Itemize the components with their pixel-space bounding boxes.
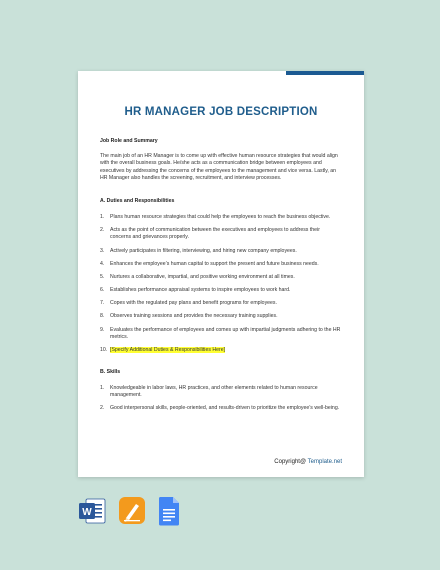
list-item-duty-6 <box>100 287 342 295</box>
list-number: 9. <box>100 326 105 333</box>
list-text: Enhances the employee’s human capital to support the present and future business needs. <box>110 260 319 267</box>
copyright <box>274 459 342 465</box>
list-item-duty-3 <box>100 248 342 256</box>
list-item-duty-9 <box>100 327 342 342</box>
list-item-skill-1 <box>100 385 342 400</box>
skills-list <box>100 385 342 413</box>
document-body <box>100 138 342 419</box>
list-number: 7. <box>100 300 105 307</box>
list-item-duty-7 <box>100 300 342 308</box>
google-docs-icon[interactable] <box>158 496 180 531</box>
svg-text:W: W <box>82 507 92 518</box>
list-item-duty-1 <box>100 214 342 222</box>
list-item-duty-10 <box>100 347 342 355</box>
accent-bar <box>286 71 364 75</box>
list-text: Good interpersonal skills, people-oriented, and results-driven to prioritize the employee’s well-being. <box>110 405 340 412</box>
list-number: 1. <box>100 384 105 391</box>
duties-list <box>100 214 342 342</box>
list-item-duty-8 <box>100 313 342 321</box>
document-page <box>78 71 364 477</box>
list-item-duty-2 <box>100 227 342 242</box>
list-text: Copes with the regulated pay plans and benefit programs for employees. <box>110 300 277 307</box>
list-item-duty-4 <box>100 261 342 269</box>
list-text: Observes training sessions and provides the necessary training supplies. <box>110 313 278 320</box>
list-number: 8. <box>100 313 105 320</box>
list-item-skill-2 <box>100 405 342 413</box>
list-number: 6. <box>100 287 105 294</box>
list-number: 10. <box>100 347 108 354</box>
list-number: 3. <box>100 247 105 254</box>
copyright-label: Copyright@ <box>274 459 307 465</box>
list-number: 1. <box>100 213 105 220</box>
list-item-duty-5 <box>100 274 342 282</box>
list-number: 2. <box>100 226 105 233</box>
job-role-summary: The main job of an HR Manager is to come up with effective human resource strategies that would align with the overall business goals. He/she acts as a communication bridge between employees and executives by addressing the concerns of the employees to the management and vice versa. Lastly, an HR Manager also handles the screening, recruitment, and interview processes. <box>100 152 338 182</box>
list-text: Establishes performance appraisal systems to inspire employees to work hard. <box>110 287 291 294</box>
list-number: 2. <box>100 405 105 412</box>
list-number: 4. <box>100 260 105 267</box>
list-text: Nurtures a collaborative, impartial, and positive working environment at all times. <box>110 273 295 280</box>
duties-heading: A. Duties and Responsibilities <box>100 197 175 204</box>
list-text: Actively participates in filtering, interviewing, and hiring new company employees. <box>110 247 297 254</box>
skills-heading: B. Skills <box>100 369 121 376</box>
list-text: Knowledgeable in labor laws, HR practices, and other elements related to human resource management. <box>110 384 318 399</box>
placeholder-text: [Specify Additional Duties & Responsibilities Here] <box>110 347 226 354</box>
list-number: 5. <box>100 273 105 280</box>
list-text: Acts as the point of communication between the executives and employees to address their concerns and grievances properly. <box>110 226 320 241</box>
list-text: Evaluates the performance of employees and comes up with impartial judgments adhering to the HR metrics. <box>110 326 341 341</box>
document-title: HR MANAGER JOB DESCRIPTION <box>124 106 318 118</box>
list-text: Plans human resource strategies that could help the employees to reach the business objective. <box>110 213 331 220</box>
template-link[interactable]: Template.net <box>307 459 342 465</box>
pages-icon[interactable] <box>118 496 146 530</box>
job-role-heading: Job Role and Summary <box>100 138 158 144</box>
word-icon[interactable] <box>78 497 106 530</box>
